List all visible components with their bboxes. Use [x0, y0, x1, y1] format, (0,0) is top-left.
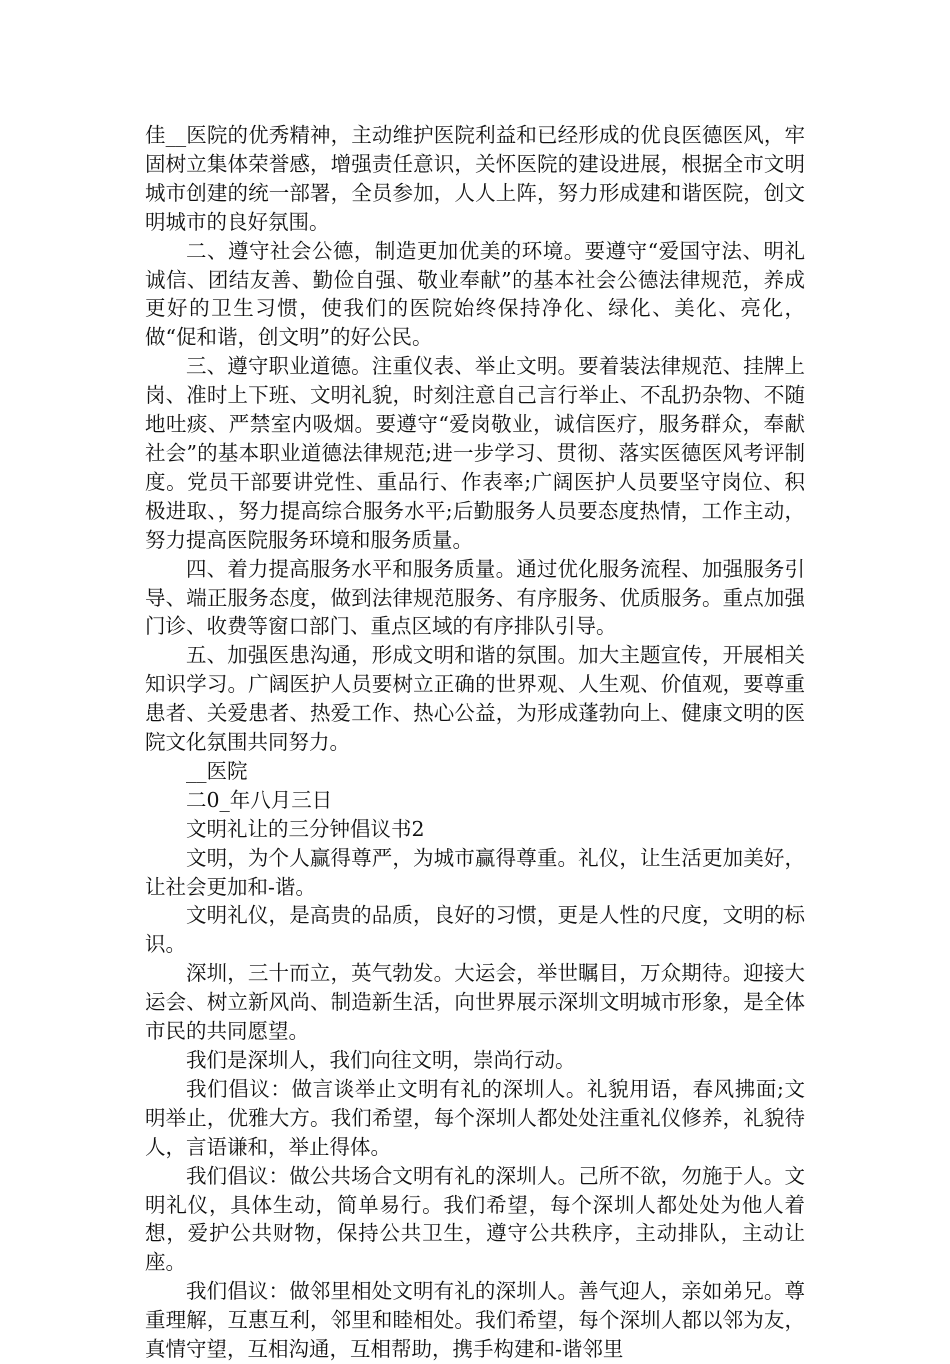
- paragraph-5: 五、加强医患沟通，形成文明和谐的氛围。加大主题宣传，开展相关知识学习。广阔医护人员要树立正确的世界观、人生观、价值观，要尊重患者、关爱患者、热爱工作、热心公益，为形成蓬勃向上、健康文明的医院文化氛围共同努力。: [145, 643, 805, 755]
- signature-hospital: __医院: [186, 758, 248, 783]
- paragraph-3: 三、遵守职业道德。注重仪表、举止文明。要着装法律规范、挂牌上岗、准时上下班、文明礼貌，时刻注意自己言行举止、不乱扔杂物、不随地吐痰、严禁室内吸烟。要遵守“爱岗敬业，诚信医疗，服务群众，奉献社会”的基本职业道德法律规范;进一步学习、贯彻、落实医德医风考评制度。党员干部要讲党性、重品行、作表率;广阔医护人员要坚守岗位、积极进取、，努力提高综合服务水平;后勤服务人员要态度热情，工作主动，努力提高医院服务环境和服务质量。: [145, 354, 805, 552]
- signature-date: 二0_年八月三日: [186, 787, 333, 812]
- paragraph-4: 四、着力提高服务水平和服务质量。通过优化服务流程、加强服务引导、端正服务态度，做到法律规范服务、有序服务、优质服务。重点加强门诊、收费等窗口部门、重点区域的有序排队引导。: [145, 556, 805, 639]
- paragraph-8: 深圳，三十而立，英气勃发。大运会，举世瞩目，万众期待。迎接大运会、树立新风尚、制造新生活，向世界展示深圳文明城市形象，是全体市民的共同愿望。: [145, 961, 805, 1044]
- paragraph-2: 二、遵守社会公德，制造更加优美的环境。要遵守“爱国守法、明礼诚信、团结友善、勤俭自强、敬业奉献”的基本社会公德法律规范，养成更好的卫生习惯，使我们的医院始终保持净化、绿化、美化、亮化，做“促和谐，创文明”的好公民。: [145, 238, 805, 350]
- paragraph-6: 文明，为个人赢得尊严，为城市赢得尊重。礼仪，让生活更加美好，让社会更加和-谐。: [145, 845, 805, 899]
- paragraph-12: 我们倡议：做邻里相处文明有礼的深圳人。善气迎人，亲如弟兄。尊重理解，互惠互利，邻里和睦相处。我们希望，每个深圳人都以邻为友，真情守望，互相沟通，互相帮助，携手构建和-谐邻里: [145, 1279, 805, 1362]
- paragraph-10: 我们倡议：做言谈举止文明有礼的深圳人。礼貌用语，春风拂面;文明举止，优雅大方。我们希望，每个深圳人都处处注重礼仪修养，礼貌待人，言语谦和，举止得体。: [145, 1076, 805, 1159]
- section-title: 文明礼让的三分钟倡议书2: [186, 816, 425, 841]
- paragraph-9: 我们是深圳人，我们向往文明，崇尚行动。: [186, 1048, 576, 1072]
- paragraph-1: 佳__医院的优秀精神，主动维护医院利益和已经形成的优良医德医风，牢固树立集体荣誉感，增强责任意识，关怀医院的建设进展，根据全市文明城市创建的统一部署，全员参加，人人上阵，努力形成建和谐医院，创文明城市的良好氛围。: [145, 123, 805, 234]
- document-page: [145, 121, 805, 1364]
- paragraph-11: 我们倡议：做公共场合文明有礼的深圳人。己所不欲，勿施于人。文明礼仪，具体生动，简单易行。我们希望，每个深圳人都处处为他人着想，爱护公共财物，保持公共卫生，遵守公共秩序，主动排队，主动让座。: [145, 1163, 805, 1275]
- paragraph-7: 文明礼仪，是高贵的品质，良好的习惯，更是人性的尺度，文明的标识。: [145, 903, 805, 957]
